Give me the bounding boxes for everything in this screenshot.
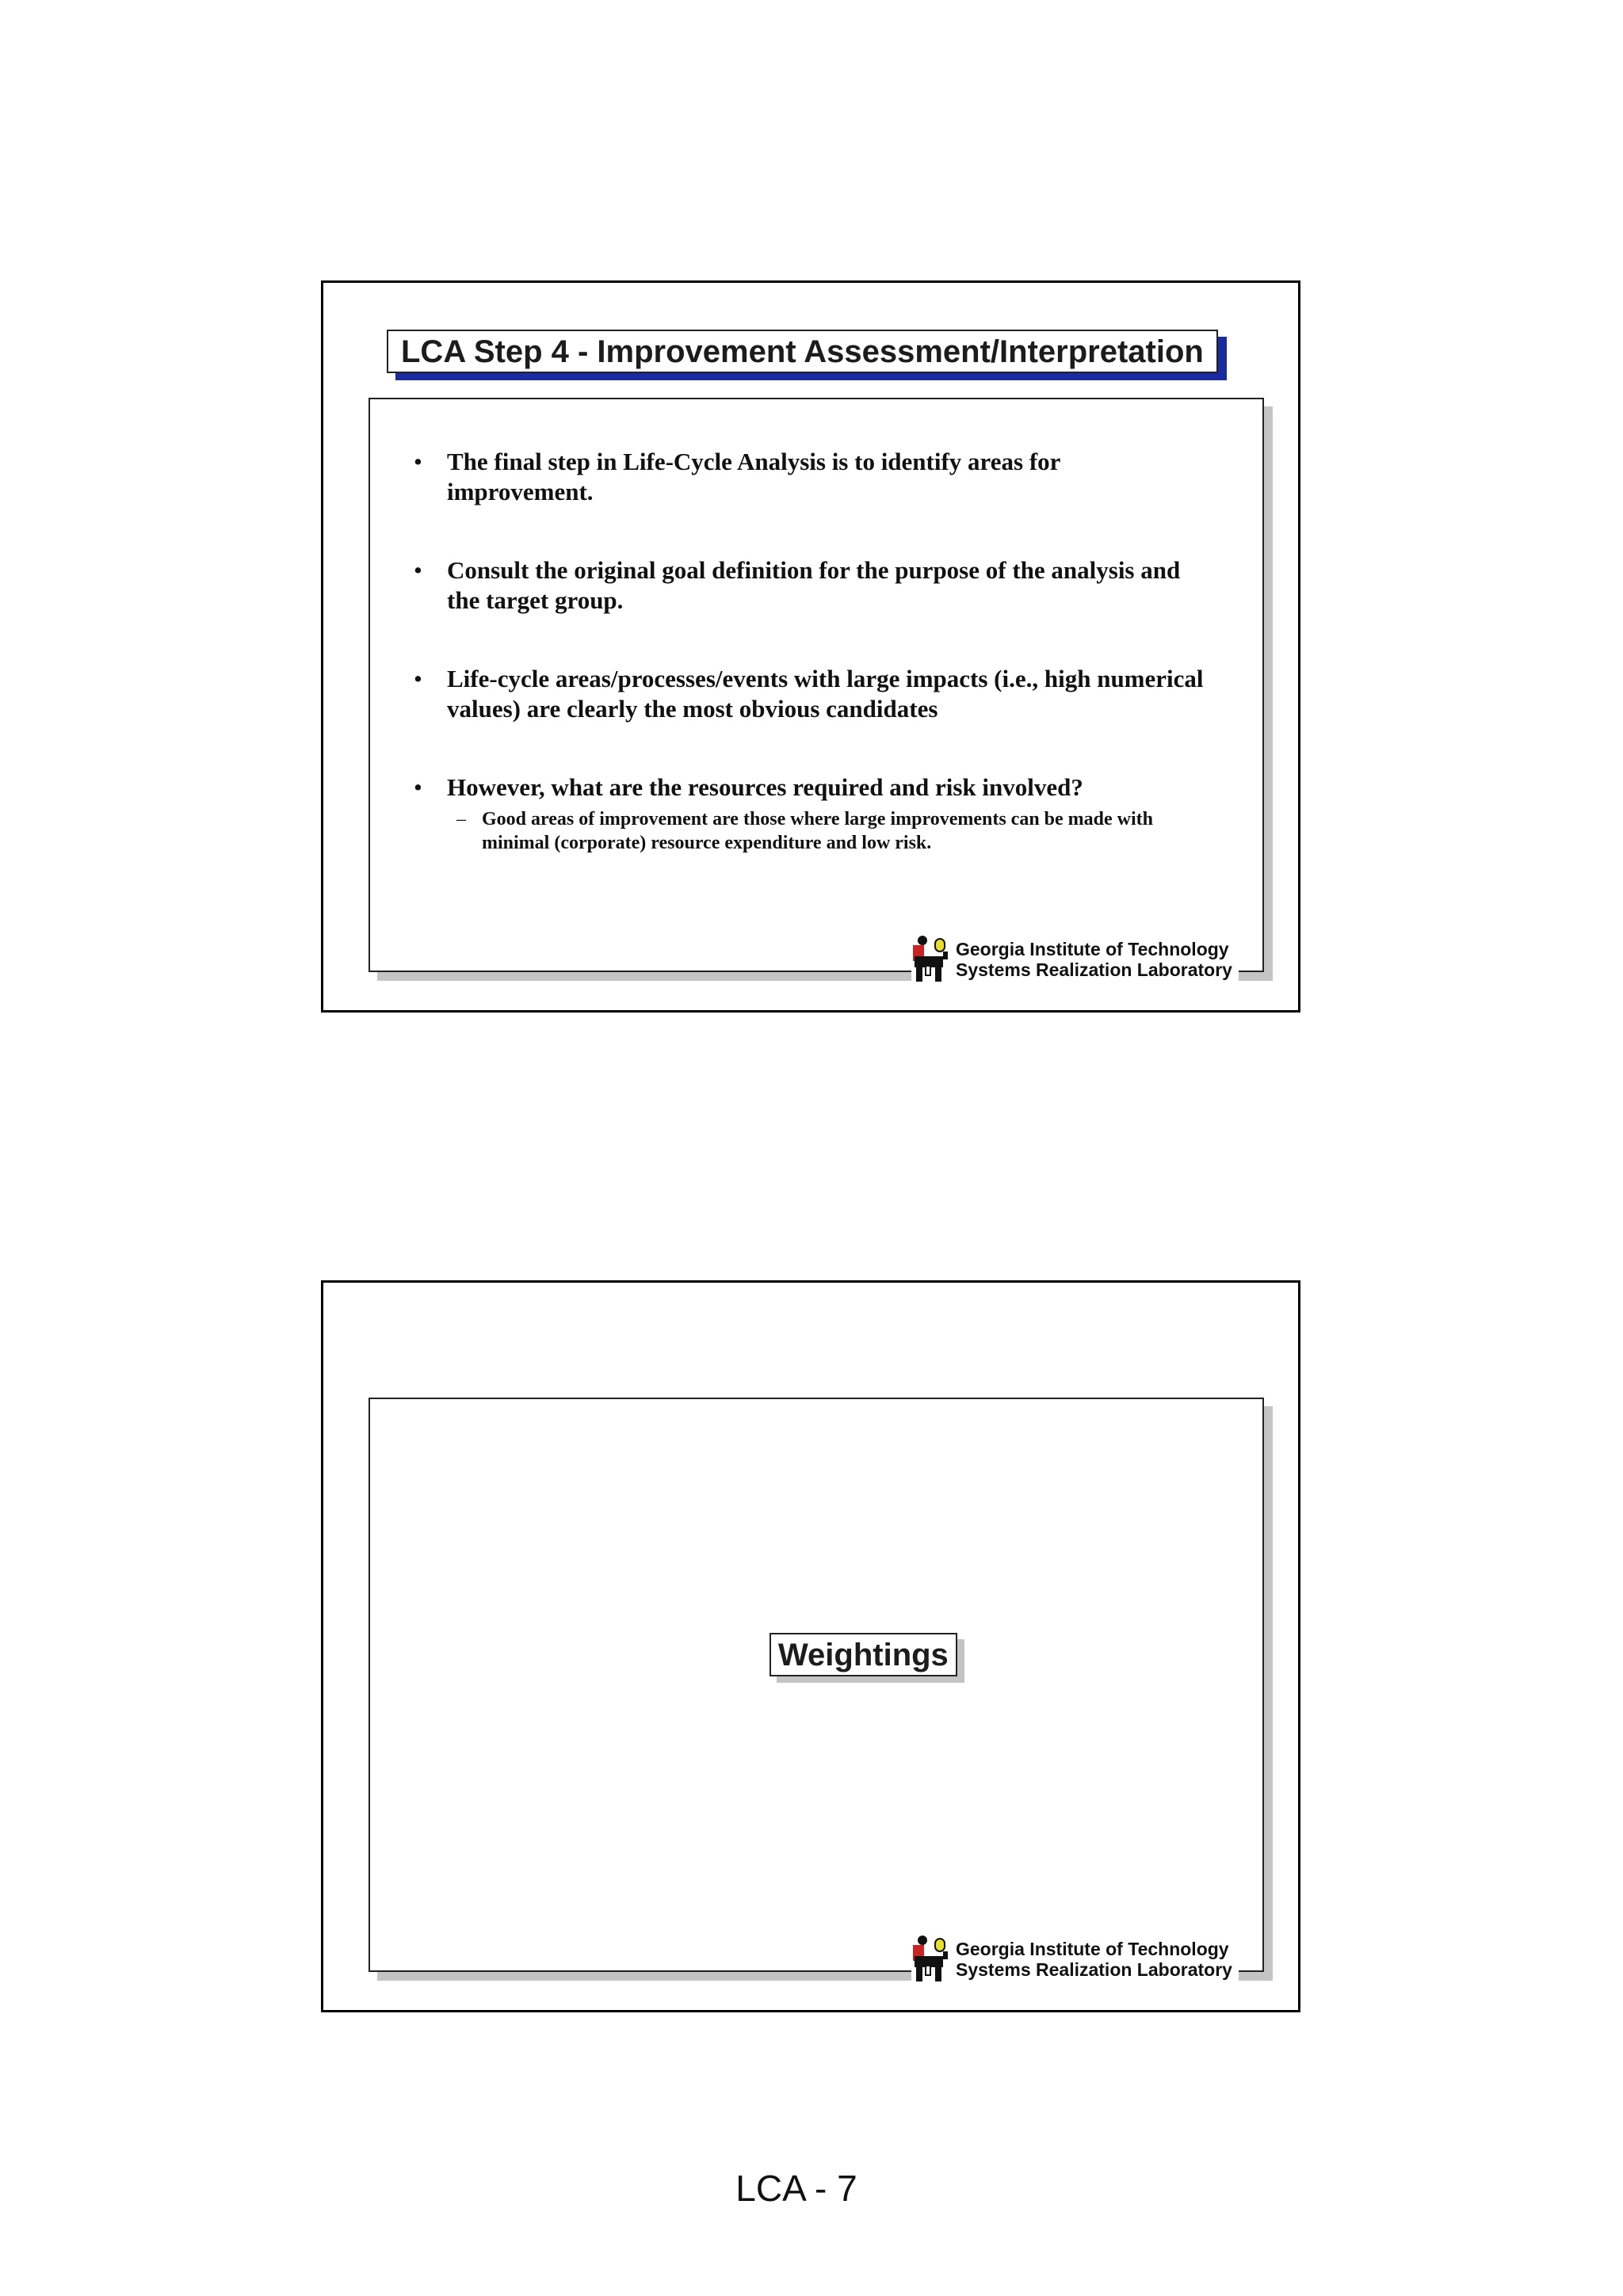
section-title: Weightings	[769, 1633, 957, 1676]
footer-text	[956, 1939, 1232, 1980]
sub-bullet-marker: –	[456, 809, 466, 830]
bullet-text: Life-cycle areas/processes/events with large impacts (i.e., high numerical values) are clearly the most obvious candidates	[447, 665, 1204, 723]
bullet-list	[414, 447, 1206, 855]
page-number: LCA - 7	[735, 2168, 857, 2209]
slide-2	[321, 1280, 1300, 2012]
bullet-item	[414, 664, 1206, 724]
bullet-item	[414, 555, 1206, 616]
slide-content-box	[369, 398, 1264, 972]
slide-content-box	[369, 1398, 1264, 1972]
bullet-text: However, what are the resources required and risk involved?	[447, 773, 1083, 801]
gt-logo-icon	[911, 1934, 953, 1985]
footer-line-lab: Systems Realization Laboratory	[956, 1959, 1232, 1980]
footer-line-institute: Georgia Institute of Technology	[956, 1939, 1229, 1959]
sub-bullet-text: Good areas of improvement are those where large improvements can be made with minimal (corporate) resource expenditure and low risk.	[482, 809, 1153, 853]
bullet-marker: •	[414, 773, 422, 801]
slide-footer	[911, 934, 1239, 985]
bullet-marker: •	[414, 448, 422, 475]
bullet-item	[414, 447, 1206, 507]
slide-footer	[911, 1934, 1239, 1985]
bullet-text: Consult the original goal definition for the purpose of the analysis and the target group.	[447, 556, 1181, 614]
gt-logo-icon	[911, 934, 953, 985]
bullet-text: The final step in Life-Cycle Analysis is to identify areas for improvement.	[447, 448, 1060, 505]
footer-line-institute: Georgia Institute of Technology	[956, 939, 1229, 959]
footer-line-lab: Systems Realization Laboratory	[956, 959, 1232, 980]
bullet-item	[414, 772, 1206, 855]
bullet-marker: •	[414, 556, 422, 584]
slide-1	[321, 280, 1300, 1013]
bullet-marker: •	[414, 665, 422, 692]
slide-title: LCA Step 4 - Improvement Assessment/Interpretation	[387, 330, 1218, 373]
sub-bullet-item	[456, 807, 1206, 855]
footer-text	[956, 939, 1232, 980]
